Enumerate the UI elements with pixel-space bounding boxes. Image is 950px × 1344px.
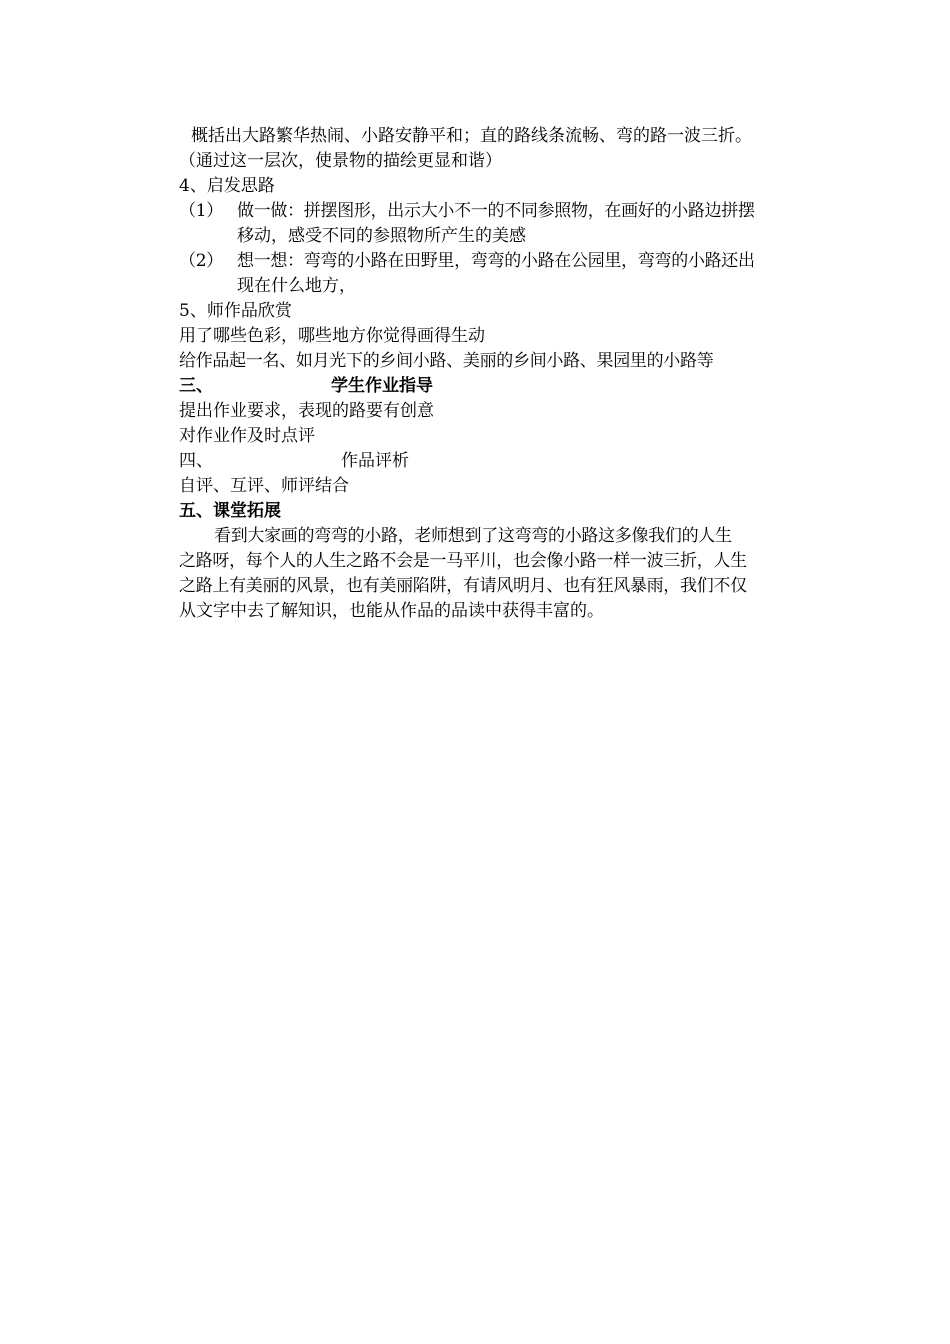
list-item-2-continuation: [179, 274, 807, 299]
list-item-1-continuation: [179, 224, 807, 249]
list-item-1-text: 做一做：拼摆图形，出示大小不一的不同参照物，在画好的小路边拼摆: [237, 201, 755, 221]
part-3-line-1: 提出作业要求，表现的路要有创意: [179, 401, 434, 421]
list-item-2-text: 想一想：弯弯的小路在田野里，弯弯的小路在公园里，弯弯的小路还出: [237, 251, 755, 271]
section-5-title: 5、师作品欣赏: [179, 301, 292, 321]
paragraph-summary: 概括出大路繁华热闹、小路安静平和；直的路线条流畅、弯的路一波三折。: [191, 126, 752, 146]
heading-part-5: 五、课堂拓展: [179, 501, 281, 521]
heading-part-3-title: 学生作业指导: [331, 376, 433, 396]
part-5-paragraph-line-4: 从文字中去了解知识，也能从作品的品读中获得丰富的。: [179, 601, 604, 621]
heading-part-4-number: 四、: [179, 451, 213, 471]
heading-part-4-title: 作品评析: [341, 451, 409, 471]
section-4-title: 4、启发思路: [179, 176, 275, 196]
list-item-2-text-cont: 现在什么地方，: [237, 276, 356, 296]
heading-part-3-number: 三、: [179, 376, 213, 396]
heading-part-4: [179, 449, 807, 474]
part-4-line-1: 自评、互评、师评结合: [179, 476, 349, 496]
part-5-paragraph-line-1: 看到大家画的弯弯的小路，老师想到了这弯弯的小路这多像我们的人生: [214, 526, 732, 546]
list-item-1: [179, 199, 807, 224]
list-item-1-number: （1）: [179, 201, 223, 221]
paragraph-note: （通过这一层次，使景物的描绘更显和谐）: [179, 151, 502, 171]
list-item-1-text-cont: 移动，感受不同的参照物所产生的美感: [237, 226, 526, 246]
list-item-2: [179, 249, 807, 274]
list-item-2-number: （2）: [179, 251, 223, 271]
section-5-line-1: 用了哪些色彩，哪些地方你觉得画得生动: [179, 326, 485, 346]
section-5-line-2: 给作品起一名、如月光下的乡间小路、美丽的乡间小路、果园里的小路等: [179, 351, 714, 371]
part-3-line-2: 对作业作及时点评: [179, 426, 315, 446]
document-page: [179, 124, 807, 624]
part-5-paragraph-line-3: 之路上有美丽的风景，也有美丽陷阱，有请风明月、也有狂风暴雨，我们不仅: [179, 576, 747, 596]
part-5-paragraph-line-2: 之路呀，每个人的人生之路不会是一马平川，也会像小路一样一波三折，人生: [179, 551, 747, 571]
heading-part-3: [179, 374, 807, 399]
